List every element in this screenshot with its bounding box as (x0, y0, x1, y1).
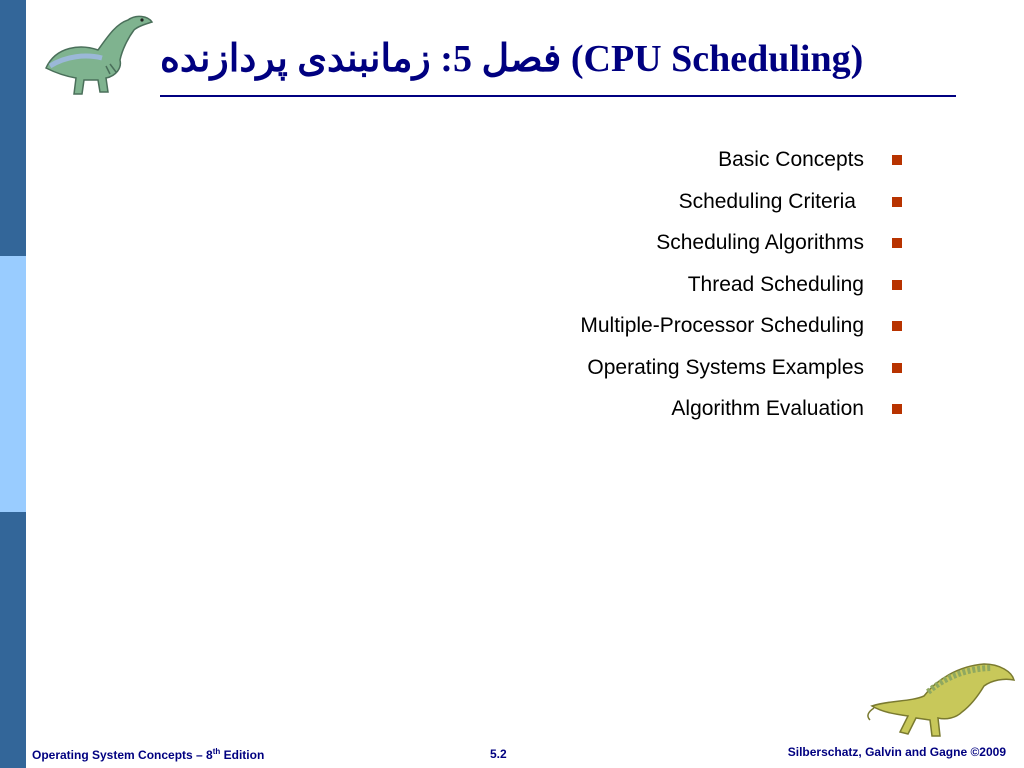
bullet-text: Multiple-Processor Scheduling (580, 314, 864, 337)
sidebar-segment-bottom (0, 512, 26, 768)
bullet-text: Operating Systems Examples (587, 355, 864, 379)
bullet-square-icon (892, 197, 902, 207)
bullet-square-icon (892, 155, 902, 165)
footer-book-title-suffix: Edition (220, 748, 265, 762)
list-item (400, 265, 906, 307)
footer-book-title-prefix: Operating System Concepts – 8 (32, 748, 213, 762)
bullet-list (400, 140, 906, 431)
title-underline (160, 95, 956, 97)
footer-authors: Silberschatz, Galvin and Gagne ©2009 (787, 745, 1006, 759)
bullet-square-icon (892, 404, 902, 414)
bullet-square-icon (892, 280, 902, 290)
list-item (400, 223, 906, 265)
bullet-square-icon (892, 363, 902, 373)
list-item (400, 182, 906, 224)
list-item (400, 389, 906, 431)
list-item (400, 306, 906, 348)
list-item (400, 348, 906, 390)
footer-book-title-sup: th (212, 747, 221, 756)
bullet-text: Thread Scheduling (687, 272, 864, 296)
footer-page-number: 5.2 (490, 747, 507, 761)
bullet-text: Scheduling Criteria (678, 189, 856, 213)
dinosaur-icon (36, 6, 158, 96)
sidebar-bar (0, 0, 26, 768)
page-title: فصل 5: زمانبندی پردازنده (CPU Scheduling) (160, 38, 864, 80)
bullet-square-icon (892, 238, 902, 248)
bullet-text: Algorithm Evaluation (671, 397, 864, 420)
list-item (400, 140, 906, 182)
sidebar-segment-middle (0, 256, 26, 512)
dinosaur-icon (866, 656, 1016, 746)
footer-book-title (32, 747, 264, 762)
sidebar-segment-top (0, 0, 26, 256)
bullet-text: Scheduling Algorithms (656, 231, 864, 254)
bullet-text: Basic Concepts (718, 148, 864, 171)
bullet-square-icon (892, 321, 902, 331)
